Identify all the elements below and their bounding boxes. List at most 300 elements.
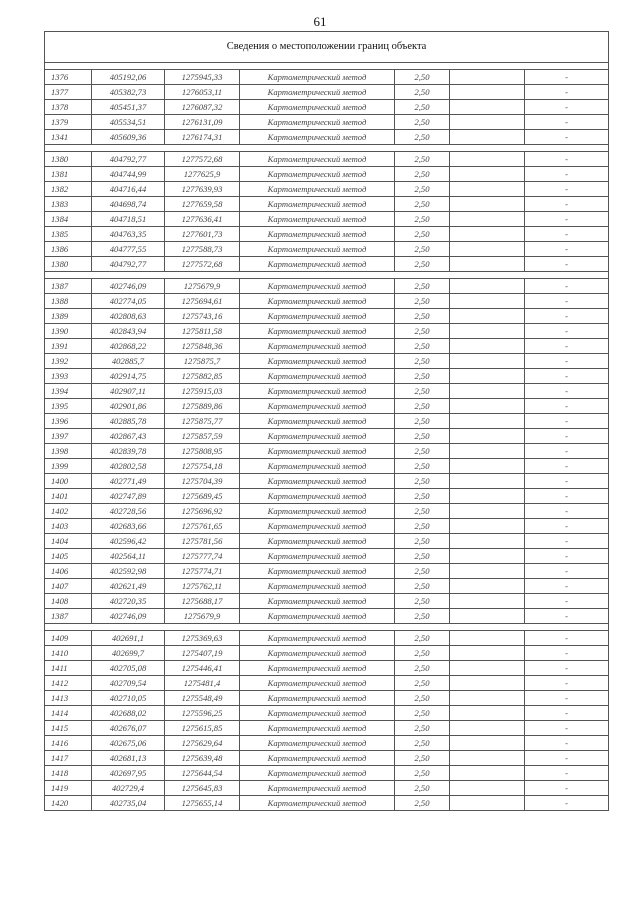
table-row <box>45 646 609 661</box>
x-coordinate-cell: 402675,06 <box>92 736 165 751</box>
description-cell: - <box>525 609 609 624</box>
description-cell: - <box>525 564 609 579</box>
description-cell: - <box>525 474 609 489</box>
description-cell: - <box>525 519 609 534</box>
point-number-cell: 1405 <box>45 549 92 564</box>
y-coordinate-cell: 1275704,39 <box>165 474 240 489</box>
y-coordinate-cell: 1275915,03 <box>165 384 240 399</box>
table-row <box>45 324 609 339</box>
x-coordinate-cell: 402735,04 <box>92 796 165 811</box>
accuracy-cell: 2,50 <box>395 339 450 354</box>
description-cell: - <box>525 167 609 182</box>
y-coordinate-cell: 1275754,18 <box>165 459 240 474</box>
point-number-cell: 1400 <box>45 474 92 489</box>
method-cell: Картометрический метод <box>240 646 395 661</box>
x-coordinate-cell: 402914,75 <box>92 369 165 384</box>
point-number-cell: 1376 <box>45 70 92 85</box>
point-number-cell: 1392 <box>45 354 92 369</box>
method-cell: Картометрический метод <box>240 459 395 474</box>
description-cell: - <box>525 242 609 257</box>
accuracy-cell: 2,50 <box>395 661 450 676</box>
x-coordinate-cell: 402681,13 <box>92 751 165 766</box>
accuracy-cell: 2,50 <box>395 242 450 257</box>
table-row <box>45 459 609 474</box>
method-cell: Картометрический метод <box>240 100 395 115</box>
x-coordinate-cell: 402592,98 <box>92 564 165 579</box>
point-number-cell: 1380 <box>45 257 92 272</box>
description-cell: - <box>525 594 609 609</box>
accuracy-cell: 2,50 <box>395 564 450 579</box>
method-cell: Картометрический метод <box>240 115 395 130</box>
formula-cell <box>450 534 525 549</box>
description-cell: - <box>525 706 609 721</box>
description-cell: - <box>525 721 609 736</box>
y-coordinate-cell: 1275875,7 <box>165 354 240 369</box>
table-row <box>45 257 609 272</box>
method-cell: Картометрический метод <box>240 324 395 339</box>
x-coordinate-cell: 402907,11 <box>92 384 165 399</box>
accuracy-cell: 2,50 <box>395 130 450 145</box>
x-coordinate-cell: 402688,02 <box>92 706 165 721</box>
table-row <box>45 594 609 609</box>
x-coordinate-cell: 404744,99 <box>92 167 165 182</box>
point-number-cell: 1418 <box>45 766 92 781</box>
formula-cell <box>450 257 525 272</box>
accuracy-cell: 2,50 <box>395 751 450 766</box>
formula-cell <box>450 339 525 354</box>
x-coordinate-cell: 402705,08 <box>92 661 165 676</box>
formula-cell <box>450 294 525 309</box>
y-coordinate-cell: 1275655,14 <box>165 796 240 811</box>
accuracy-cell: 2,50 <box>395 384 450 399</box>
table-row <box>45 564 609 579</box>
method-cell: Картометрический метод <box>240 706 395 721</box>
table-row <box>45 384 609 399</box>
method-cell: Картометрический метод <box>240 339 395 354</box>
x-coordinate-cell: 404792,77 <box>92 257 165 272</box>
accuracy-cell: 2,50 <box>395 212 450 227</box>
table-title: Сведения о местоположении границ объекта <box>45 32 609 63</box>
point-number-cell: 1389 <box>45 309 92 324</box>
point-number-cell: 1386 <box>45 242 92 257</box>
description-cell: - <box>525 504 609 519</box>
method-cell: Картометрический метод <box>240 227 395 242</box>
y-coordinate-cell: 1275761,65 <box>165 519 240 534</box>
y-coordinate-cell: 1276053,11 <box>165 85 240 100</box>
point-number-cell: 1413 <box>45 691 92 706</box>
point-number-cell: 1414 <box>45 706 92 721</box>
method-cell: Картометрический метод <box>240 369 395 384</box>
description-cell: - <box>525 781 609 796</box>
formula-cell <box>450 182 525 197</box>
description-cell: - <box>525 152 609 167</box>
accuracy-cell: 2,50 <box>395 444 450 459</box>
method-cell: Картометрический метод <box>240 167 395 182</box>
method-cell: Картометрический метод <box>240 257 395 272</box>
table-row <box>45 294 609 309</box>
point-number-cell: 1408 <box>45 594 92 609</box>
formula-cell <box>450 130 525 145</box>
description-cell: - <box>525 115 609 130</box>
x-coordinate-cell: 404763,35 <box>92 227 165 242</box>
x-coordinate-cell: 404716,44 <box>92 182 165 197</box>
accuracy-cell: 2,50 <box>395 70 450 85</box>
description-cell: - <box>525 70 609 85</box>
group-separator <box>45 272 609 279</box>
accuracy-cell: 2,50 <box>395 294 450 309</box>
method-cell: Картометрический метод <box>240 609 395 624</box>
y-coordinate-cell: 1276131,09 <box>165 115 240 130</box>
description-cell: - <box>525 579 609 594</box>
method-cell: Картометрический метод <box>240 85 395 100</box>
table-row <box>45 130 609 145</box>
description-cell: - <box>525 354 609 369</box>
accuracy-cell: 2,50 <box>395 279 450 294</box>
formula-cell <box>450 100 525 115</box>
y-coordinate-cell: 1275407,19 <box>165 646 240 661</box>
table-row <box>45 534 609 549</box>
point-number-cell: 1395 <box>45 399 92 414</box>
accuracy-cell: 2,50 <box>395 100 450 115</box>
accuracy-cell: 2,50 <box>395 534 450 549</box>
formula-cell <box>450 414 525 429</box>
group-separator-cell <box>45 624 609 631</box>
formula-cell <box>450 676 525 691</box>
page-number: 61 <box>313 14 327 29</box>
formula-cell <box>450 444 525 459</box>
point-number-cell: 1419 <box>45 781 92 796</box>
x-coordinate-cell: 402747,89 <box>92 489 165 504</box>
table-title-row <box>45 32 609 63</box>
description-cell: - <box>525 766 609 781</box>
table-row <box>45 429 609 444</box>
formula-cell <box>450 609 525 624</box>
formula-cell <box>450 631 525 646</box>
point-number-cell: 1388 <box>45 294 92 309</box>
table-row <box>45 279 609 294</box>
description-cell: - <box>525 182 609 197</box>
method-cell: Картометрический метод <box>240 242 395 257</box>
accuracy-cell: 2,50 <box>395 736 450 751</box>
boundary-table <box>44 31 609 811</box>
formula-cell <box>450 227 525 242</box>
y-coordinate-cell: 1275848,36 <box>165 339 240 354</box>
method-cell: Картометрический метод <box>240 796 395 811</box>
table-row <box>45 115 609 130</box>
point-number-cell: 1399 <box>45 459 92 474</box>
y-coordinate-cell: 1276174,31 <box>165 130 240 145</box>
table-row <box>45 766 609 781</box>
method-cell: Картометрический метод <box>240 751 395 766</box>
y-coordinate-cell: 1275875,77 <box>165 414 240 429</box>
y-coordinate-cell: 1275446,41 <box>165 661 240 676</box>
y-coordinate-cell: 1277625,9 <box>165 167 240 182</box>
group-separator <box>45 145 609 152</box>
table-row <box>45 339 609 354</box>
formula-cell <box>450 549 525 564</box>
table-row <box>45 691 609 706</box>
description-cell: - <box>525 197 609 212</box>
accuracy-cell: 2,50 <box>395 721 450 736</box>
formula-cell <box>450 736 525 751</box>
point-number-cell: 1415 <box>45 721 92 736</box>
point-number-cell: 1394 <box>45 384 92 399</box>
formula-cell <box>450 384 525 399</box>
table-row <box>45 579 609 594</box>
description-cell: - <box>525 736 609 751</box>
formula-cell <box>450 324 525 339</box>
method-cell: Картометрический метод <box>240 721 395 736</box>
formula-cell <box>450 721 525 736</box>
method-cell: Картометрический метод <box>240 766 395 781</box>
table-row <box>45 549 609 564</box>
table-body <box>45 32 609 811</box>
table-row <box>45 661 609 676</box>
description-cell: - <box>525 227 609 242</box>
description-cell: - <box>525 549 609 564</box>
table-row <box>45 414 609 429</box>
point-number-cell: 1396 <box>45 414 92 429</box>
x-coordinate-cell: 405609,36 <box>92 130 165 145</box>
formula-cell <box>450 796 525 811</box>
y-coordinate-cell: 1275696,92 <box>165 504 240 519</box>
formula-cell <box>450 594 525 609</box>
method-cell: Картометрический метод <box>240 549 395 564</box>
point-number-cell: 1382 <box>45 182 92 197</box>
point-number-cell: 1402 <box>45 504 92 519</box>
method-cell: Картометрический метод <box>240 309 395 324</box>
table-row <box>45 751 609 766</box>
accuracy-cell: 2,50 <box>395 519 450 534</box>
x-coordinate-cell: 402885,78 <box>92 414 165 429</box>
x-coordinate-cell: 402868,22 <box>92 339 165 354</box>
group-separator-cell <box>45 145 609 152</box>
formula-cell <box>450 661 525 676</box>
method-cell: Картометрический метод <box>240 489 395 504</box>
x-coordinate-cell: 402746,09 <box>92 609 165 624</box>
table-row <box>45 152 609 167</box>
formula-cell <box>450 212 525 227</box>
description-cell: - <box>525 85 609 100</box>
point-number-cell: 1380 <box>45 152 92 167</box>
accuracy-cell: 2,50 <box>395 631 450 646</box>
y-coordinate-cell: 1275945,33 <box>165 70 240 85</box>
point-number-cell: 1411 <box>45 661 92 676</box>
boundary-sheet <box>44 31 608 811</box>
method-cell: Картометрический метод <box>240 294 395 309</box>
y-coordinate-cell: 1275481,4 <box>165 676 240 691</box>
formula-cell <box>450 369 525 384</box>
description-cell: - <box>525 309 609 324</box>
description-cell: - <box>525 459 609 474</box>
formula-cell <box>450 646 525 661</box>
accuracy-cell: 2,50 <box>395 579 450 594</box>
x-coordinate-cell: 402676,07 <box>92 721 165 736</box>
description-cell: - <box>525 399 609 414</box>
table-row <box>45 796 609 811</box>
accuracy-cell: 2,50 <box>395 609 450 624</box>
formula-cell <box>450 781 525 796</box>
description-cell: - <box>525 294 609 309</box>
description-cell: - <box>525 212 609 227</box>
x-coordinate-cell: 404777,55 <box>92 242 165 257</box>
description-cell: - <box>525 444 609 459</box>
accuracy-cell: 2,50 <box>395 706 450 721</box>
point-number-cell: 1409 <box>45 631 92 646</box>
description-cell: - <box>525 691 609 706</box>
accuracy-cell: 2,50 <box>395 167 450 182</box>
description-cell: - <box>525 429 609 444</box>
table-row <box>45 354 609 369</box>
point-number-cell: 1407 <box>45 579 92 594</box>
accuracy-cell: 2,50 <box>395 257 450 272</box>
description-cell: - <box>525 130 609 145</box>
x-coordinate-cell: 402710,05 <box>92 691 165 706</box>
accuracy-cell: 2,50 <box>395 474 450 489</box>
description-cell: - <box>525 796 609 811</box>
accuracy-cell: 2,50 <box>395 594 450 609</box>
formula-cell <box>450 519 525 534</box>
x-coordinate-cell: 404718,51 <box>92 212 165 227</box>
point-number-cell: 1379 <box>45 115 92 130</box>
x-coordinate-cell: 402728,56 <box>92 504 165 519</box>
accuracy-cell: 2,50 <box>395 504 450 519</box>
accuracy-cell: 2,50 <box>395 369 450 384</box>
y-coordinate-cell: 1277572,68 <box>165 152 240 167</box>
formula-cell <box>450 242 525 257</box>
description-cell: - <box>525 414 609 429</box>
formula-cell <box>450 579 525 594</box>
y-coordinate-cell: 1275679,9 <box>165 609 240 624</box>
description-cell: - <box>525 646 609 661</box>
y-coordinate-cell: 1275644,54 <box>165 766 240 781</box>
table-row <box>45 489 609 504</box>
y-coordinate-cell: 1277659,58 <box>165 197 240 212</box>
description-cell: - <box>525 676 609 691</box>
table-row <box>45 70 609 85</box>
point-number-cell: 1383 <box>45 197 92 212</box>
x-coordinate-cell: 402596,42 <box>92 534 165 549</box>
y-coordinate-cell: 1275615,85 <box>165 721 240 736</box>
accuracy-cell: 2,50 <box>395 324 450 339</box>
x-coordinate-cell: 402901,86 <box>92 399 165 414</box>
accuracy-cell: 2,50 <box>395 152 450 167</box>
x-coordinate-cell: 402774,05 <box>92 294 165 309</box>
accuracy-cell: 2,50 <box>395 354 450 369</box>
formula-cell <box>450 504 525 519</box>
table-row <box>45 474 609 489</box>
x-coordinate-cell: 402720,35 <box>92 594 165 609</box>
y-coordinate-cell: 1275743,16 <box>165 309 240 324</box>
x-coordinate-cell: 402729,4 <box>92 781 165 796</box>
y-coordinate-cell: 1275882,85 <box>165 369 240 384</box>
y-coordinate-cell: 1275762,11 <box>165 579 240 594</box>
method-cell: Картометрический метод <box>240 661 395 676</box>
description-cell: - <box>525 257 609 272</box>
method-cell: Картометрический метод <box>240 736 395 751</box>
point-number-cell: 1377 <box>45 85 92 100</box>
x-coordinate-cell: 402699,7 <box>92 646 165 661</box>
method-cell: Картометрический метод <box>240 781 395 796</box>
formula-cell <box>450 459 525 474</box>
formula-cell <box>450 85 525 100</box>
table-row <box>45 309 609 324</box>
method-cell: Картометрический метод <box>240 279 395 294</box>
y-coordinate-cell: 1275811,58 <box>165 324 240 339</box>
method-cell: Картометрический метод <box>240 676 395 691</box>
y-coordinate-cell: 1275689,45 <box>165 489 240 504</box>
y-coordinate-cell: 1275694,61 <box>165 294 240 309</box>
formula-cell <box>450 564 525 579</box>
accuracy-cell: 2,50 <box>395 309 450 324</box>
y-coordinate-cell: 1275645,83 <box>165 781 240 796</box>
table-row <box>45 781 609 796</box>
point-number-cell: 1387 <box>45 279 92 294</box>
table-row <box>45 242 609 257</box>
method-cell: Картометрический метод <box>240 414 395 429</box>
y-coordinate-cell: 1275889,86 <box>165 399 240 414</box>
table-row <box>45 197 609 212</box>
table-row <box>45 609 609 624</box>
point-number-cell: 1404 <box>45 534 92 549</box>
y-coordinate-cell: 1275774,71 <box>165 564 240 579</box>
accuracy-cell: 2,50 <box>395 766 450 781</box>
formula-cell <box>450 429 525 444</box>
x-coordinate-cell: 405534,51 <box>92 115 165 130</box>
table-row <box>45 100 609 115</box>
y-coordinate-cell: 1275679,9 <box>165 279 240 294</box>
y-coordinate-cell: 1275777,74 <box>165 549 240 564</box>
table-row <box>45 85 609 100</box>
x-coordinate-cell: 402885,7 <box>92 354 165 369</box>
description-cell: - <box>525 339 609 354</box>
point-number-cell: 1397 <box>45 429 92 444</box>
point-number-cell: 1390 <box>45 324 92 339</box>
table-row <box>45 631 609 646</box>
description-cell: - <box>525 661 609 676</box>
point-number-cell: 1417 <box>45 751 92 766</box>
accuracy-cell: 2,50 <box>395 676 450 691</box>
table-row <box>45 444 609 459</box>
description-cell: - <box>525 279 609 294</box>
x-coordinate-cell: 402691,1 <box>92 631 165 646</box>
point-number-cell: 1381 <box>45 167 92 182</box>
table-row <box>45 212 609 227</box>
method-cell: Картометрический метод <box>240 504 395 519</box>
description-cell: - <box>525 369 609 384</box>
accuracy-cell: 2,50 <box>395 489 450 504</box>
formula-cell <box>450 167 525 182</box>
method-cell: Картометрический метод <box>240 579 395 594</box>
method-cell: Картометрический метод <box>240 474 395 489</box>
method-cell: Картометрический метод <box>240 399 395 414</box>
y-coordinate-cell: 1277572,68 <box>165 257 240 272</box>
point-number-cell: 1412 <box>45 676 92 691</box>
point-number-cell: 1406 <box>45 564 92 579</box>
description-cell: - <box>525 534 609 549</box>
method-cell: Картометрический метод <box>240 384 395 399</box>
x-coordinate-cell: 404698,74 <box>92 197 165 212</box>
x-coordinate-cell: 402839,78 <box>92 444 165 459</box>
method-cell: Картометрический метод <box>240 534 395 549</box>
formula-cell <box>450 309 525 324</box>
point-number-cell: 1398 <box>45 444 92 459</box>
x-coordinate-cell: 402709,54 <box>92 676 165 691</box>
method-cell: Картометрический метод <box>240 631 395 646</box>
table-row <box>45 676 609 691</box>
method-cell: Картометрический метод <box>240 182 395 197</box>
y-coordinate-cell: 1277588,73 <box>165 242 240 257</box>
